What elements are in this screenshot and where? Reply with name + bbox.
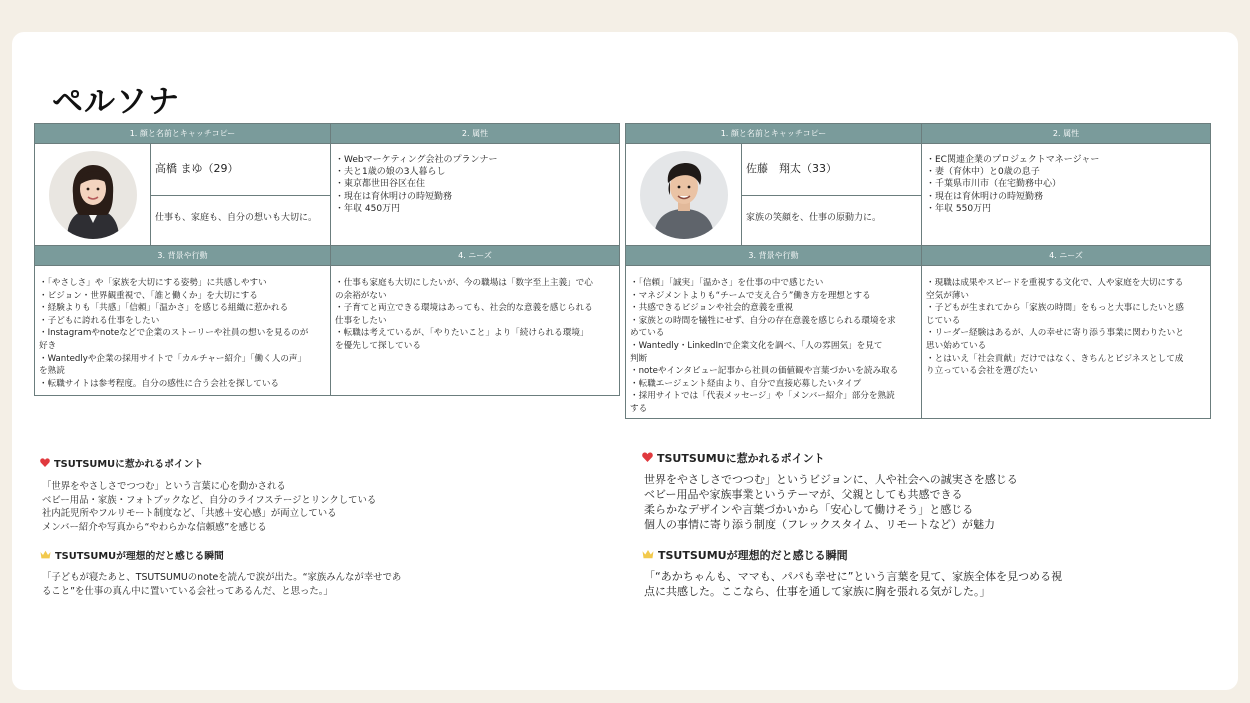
ideal-lines xyxy=(40,571,401,598)
text-line: ・仕事も家庭も大切にしたいが、今の職場は「数字至上主義」で心 xyxy=(335,278,593,288)
background-list xyxy=(630,277,917,416)
background-cell xyxy=(35,266,331,395)
text-line: ・「信頼」「誠実」「温かさ」を仕事の中で感じたい xyxy=(630,278,824,288)
header-background: 3. 背景や行動 xyxy=(35,246,331,265)
text-line: 点に共感した。ここなら、仕事を通して家族に胸を張れる気がした。」 xyxy=(644,585,991,598)
text-line: ・年収 550万円 xyxy=(926,203,992,214)
text-line: ・Webマーケティング会社のプランナー xyxy=(335,155,498,165)
text-line: 柔らかなデザインや言葉づかいから「安心して働けそう」と感じる xyxy=(644,503,974,516)
needs-cell xyxy=(922,266,1210,418)
text-line: ・リーダー経験はあるが、人の幸せに寄り添う事業に関わりたいと xyxy=(926,328,1184,339)
text-line: ・転職サイトは参考程度。自分の感性に合う会社を探している xyxy=(39,378,280,389)
text-line: ・Instagramやnoteなどで企業のストーリーや社員の想いを見るのが xyxy=(39,328,309,339)
avatar xyxy=(49,151,137,239)
text-line: 空気が薄い xyxy=(926,290,969,301)
text-line: ・現在は育休明けの時短勤務 xyxy=(926,191,1044,202)
text-line: 「“あかちゃんも、ママも、パパも幸せに”という言葉を見て、家族全体を見つめる視 xyxy=(644,570,1063,583)
appeal-section-2 xyxy=(642,451,1062,599)
persona-name: 高橋 まゆ（29） xyxy=(151,144,330,196)
background-cell xyxy=(626,266,922,418)
text-line: 「子どもが寝たあと、TSUTSUMUのnoteを読んで涙が出た。“家族みんなが幸せであ xyxy=(42,572,402,584)
text-line: ベビー用品・家族・フォトブックなど、自分のライフステージとリンクしている xyxy=(42,494,377,506)
text-line: ・「やさしさ」や「家族を大切にする姿勢」に共感しやすい xyxy=(39,278,267,288)
attributes-list xyxy=(335,154,615,215)
text-line: 仕事をしたい xyxy=(335,315,387,326)
background-list xyxy=(39,277,326,390)
text-line: 好き xyxy=(39,340,57,351)
text-line: ・ビジョン・世界観重視で、「誰と働くか」を大切にする xyxy=(39,290,258,301)
persona-card-1 xyxy=(34,123,620,396)
text-line: メンバー紹介や写真から“やわらかな信頼感”を感じる xyxy=(42,521,267,533)
text-line: の余裕がない xyxy=(335,290,387,301)
text-line: ・noteやインタビュー記事から社員の価値観や言葉づかいを読み取る xyxy=(630,366,899,377)
heart-icon xyxy=(642,451,653,466)
attraction-title: TSUTSUMUに惹かれるポイント xyxy=(54,459,204,470)
text-line: ・経験よりも「共感」「信頼」「温かさ」を感じる組織に惹かれる xyxy=(39,303,289,314)
text-line: ・現職は成果やスピードを重視する文化で、人や家庭を大切にする xyxy=(926,278,1184,288)
text-line: 判断 xyxy=(630,353,648,364)
attributes-list xyxy=(926,154,1206,215)
text-line: ・千葉県市川市（在宅勤務中心） xyxy=(926,179,1062,190)
attraction-lines xyxy=(40,480,401,534)
text-line: を熟読 xyxy=(39,366,65,377)
text-line: めている xyxy=(630,328,665,339)
header-background: 3. 背景や行動 xyxy=(626,246,922,265)
text-line: ・採用サイトでは「代表メッセージ」や「メンバー紹介」部分を熟読 xyxy=(630,391,895,402)
persona-name: 佐藤 翔太（33） xyxy=(742,144,921,196)
page-title: ペルソナ xyxy=(52,84,180,120)
persona-card-2 xyxy=(625,123,1211,419)
header-needs: 4. ニーズ xyxy=(922,246,1210,265)
text-line: ・EC関連企業のプロジェクトマネージャー xyxy=(926,155,1100,165)
ideal-title: TSUTSUMUが理想的だと感じる瞬間 xyxy=(55,551,224,563)
text-line: を優先して探している xyxy=(335,340,421,351)
text-line: ・夫と1歳の娘の3人暮らし xyxy=(335,167,446,178)
persona-catchphrase: 仕事も、家庭も、自分の想いも大切に。 xyxy=(155,213,318,223)
text-line: ・マネジメントよりも“チームで支え合う”働き方を理想とする xyxy=(630,290,871,301)
text-line: ・Wantedly・LinkedInで企業文化を調べ、「人の雰囲気」を見て xyxy=(630,340,883,351)
ideal-title: TSUTSUMUが理想的だと感じる瞬間 xyxy=(658,549,848,562)
text-line: 社内託児所やフルリモート制度など、「共感＋安心感」が両立している xyxy=(42,508,337,520)
text-line: ・妻（育休中）と0歳の息子 xyxy=(926,167,1040,178)
attributes-cell xyxy=(331,144,619,245)
needs-list xyxy=(926,277,1206,378)
persona-catchphrase: 家族の笑顔を、仕事の原動力に。 xyxy=(746,213,882,223)
text-line: じている xyxy=(926,315,961,326)
crown-icon xyxy=(642,548,654,563)
header-attributes: 2. 属性 xyxy=(331,124,619,143)
header-attributes: 2. 属性 xyxy=(922,124,1210,143)
text-line: 「世界をやさしさでつつむ」という言葉に心を動かされる xyxy=(42,481,286,493)
needs-list xyxy=(335,277,615,353)
text-line: ・東京都世田谷区在住 xyxy=(335,179,426,190)
text-line: 世界をやさしさでつつむ」というビジョンに、人や社会への誠実さを感じる xyxy=(644,473,1018,486)
profile-cell xyxy=(35,144,331,245)
text-line: ・共感できるビジョンや社会的意義を重視 xyxy=(630,303,794,314)
heart-icon xyxy=(40,458,50,471)
text-line: ・転職は考えているが、「やりたいこと」より「続けられる環境」 xyxy=(335,328,589,339)
text-line: ・家族との時間を犠牲にせず、自分の存在意義を感じられる環境を求 xyxy=(630,315,896,326)
header-profile: 1. 顔と名前とキャッチコピー xyxy=(626,124,922,143)
text-line: ・子育てと両立できる環境はあっても、社会的な意義を感じられる xyxy=(335,303,593,314)
attraction-title: TSUTSUMUに惹かれるポイント xyxy=(657,452,825,465)
text-line: ・転職エージェント経由より、自分で直接応募したいタイプ xyxy=(630,378,862,389)
text-line: ・とはいえ「社会貢献」だけではなく、きちんとビジネスとして成 xyxy=(926,353,1184,364)
text-line: り立っている会社を選びたい xyxy=(926,366,1038,377)
text-line: 個人の事情に寄り添う制度（フレックスタイム、リモートなど）が魅力 xyxy=(644,518,996,531)
header-profile: 1. 顔と名前とキャッチコピー xyxy=(35,124,331,143)
text-line: 思い始めている xyxy=(926,340,987,351)
text-line: ・年収 450万円 xyxy=(335,203,401,214)
text-line: ること”を仕事の真ん中に置いている会社ってあるんだ、と思った。」 xyxy=(42,585,333,597)
attraction-lines xyxy=(642,472,1062,532)
text-line: ・Wantedlyや企業の採用サイトで「カルチャー紹介」「働く人の声」 xyxy=(39,353,307,364)
ideal-lines xyxy=(642,569,1062,599)
text-line: ベビー用品や家族事業というテーマが、父親としても共感できる xyxy=(644,488,963,501)
appeal-section-1 xyxy=(40,458,401,598)
needs-cell xyxy=(331,266,619,395)
avatar xyxy=(640,151,728,239)
text-line: ・子どもが生まれてから「家族の時間」をもっと大事にしたいと感 xyxy=(926,303,1184,314)
text-line: する xyxy=(630,403,648,414)
profile-cell xyxy=(626,144,922,245)
attributes-cell xyxy=(922,144,1210,245)
header-needs: 4. ニーズ xyxy=(331,246,619,265)
crown-icon xyxy=(40,550,51,563)
text-line: ・現在は育休明けの時短勤務 xyxy=(335,191,453,202)
text-line: ・子どもに誇れる仕事をしたい xyxy=(39,315,160,326)
